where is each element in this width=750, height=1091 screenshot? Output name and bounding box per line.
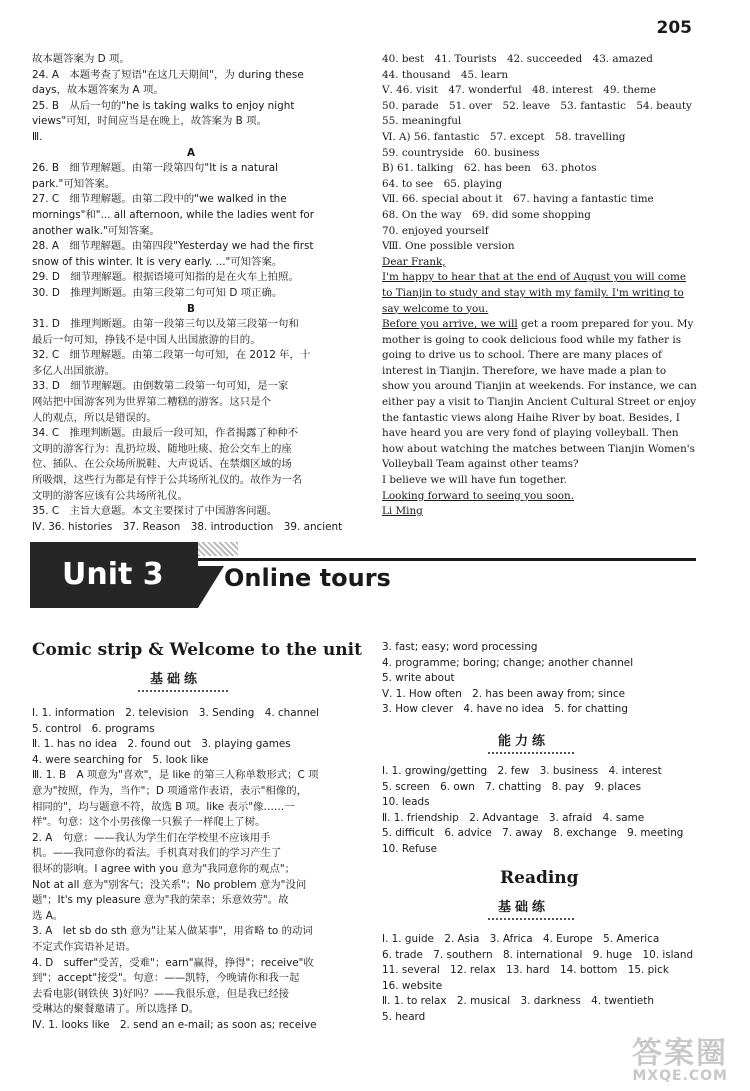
answer-line: 位、插队、在公众场所脱鞋、大声说话、在禁烟区域的场	[32, 458, 292, 471]
answer-line: 多亿人出国旅游。	[32, 364, 116, 377]
answer-line: 3. A let sb do sth 意为"让某人做某事"，用省略 to 的动词	[32, 925, 313, 938]
answer-line: 29. D 细节理解题。根据语境可知指的是在火车上拍照。	[32, 271, 299, 284]
letter-rest: get a room prepared for you. My	[517, 318, 694, 331]
answer-line: park."可知答案。	[32, 177, 116, 190]
answer-line: 44. thousand 45. learn	[382, 68, 509, 81]
answer-line: Ⅰ. 1. growing/getting 2. few 3. business 4. interest	[382, 765, 662, 777]
answer-line: 34. C 推理判断题。由最后一段可知，作者揭露了种种不	[32, 427, 299, 440]
answer-line: 30. D 推理判断题。由第三段第二句可知 D 项正确。	[32, 286, 283, 299]
letter-underlined-line: say welcome to you.	[382, 302, 489, 315]
answer-line: 受琳达的聚餐邀请了。所以选择 D。	[32, 1003, 200, 1016]
answer-line: snow of this winter. It is very early. ..."可知答案。	[32, 255, 283, 268]
letter-line: going to drive us to school. There are many places of	[382, 349, 662, 362]
dotted-rule	[488, 918, 574, 922]
answer-line: 28. A 细节理解题。由第四段"Yesterday we had the first	[32, 240, 314, 253]
answer-line: 16. website	[382, 979, 443, 992]
answer-line: 50. parade 51. over 52. leave 53. fantastic 54. beauty	[382, 99, 692, 112]
answer-line: 24. A 本题考查了短语"在这几天期间"，为 during these	[32, 68, 304, 81]
answer-line: 2. A 句意：——我认为学生们在学校里不应该用手	[32, 831, 271, 844]
answer-line: 64. to see 65. playing	[382, 177, 503, 190]
answer-line: 55. meaningful	[382, 115, 462, 128]
answer-line: Ⅴ. 46. visit 47. wonderful 48. interest 49. theme	[382, 84, 657, 97]
answer-line: B	[187, 302, 195, 315]
answer-line: 到"；accept"接受"。句意：——凯特，今晚请你和我一起	[32, 972, 300, 985]
section-sub-ability: 能力练	[498, 734, 550, 749]
answer-line: 机。——我同意你的看法。手机真对我们的学习产生了	[32, 847, 282, 860]
answers-bottom-right-a	[382, 640, 712, 718]
answer-line: B) 61. talking 62. has been 63. photos	[382, 162, 597, 175]
answer-line: 5. heard	[382, 1010, 426, 1023]
answer-line: 70. enjoyed yourself	[382, 224, 489, 237]
answer-line: 去看电影(钢铁侠 3)好吗？——我很乐意，但是我已经接	[32, 987, 290, 1000]
answer-line: 35. C 主旨大意题。本文主要探讨了中国游客问题。	[32, 505, 278, 518]
letter-line: the fantastic views along Haihe River by boat. Besides, I	[382, 411, 680, 424]
answer-line: Ⅰ. 1. information 2. television 3. Sending 4. channel	[32, 707, 320, 719]
page-number: 205	[656, 18, 692, 38]
answer-line: another walk."可知答案。	[32, 224, 160, 237]
answer-line: Ⅶ. 66. special about it 67. having a fantastic time	[382, 193, 654, 206]
answer-line: 故本题答案为 D 项。	[32, 53, 130, 65]
answer-line: 文明的游客行为：乱扔垃圾、随地吐痰、抢公交车上的座	[32, 442, 292, 455]
answer-line: 6. trade 7. southern 8. international 9. huge 10. island	[382, 948, 694, 961]
answer-line: 59. countryside 60. business	[382, 146, 540, 159]
letter-line: I believe we will have fun together.	[382, 474, 567, 487]
letter-line	[382, 317, 712, 333]
section-title-reading: Reading	[500, 868, 579, 888]
answer-line: 31. D 推理判断题。由第一段第三句以及第三段第一句和	[32, 318, 299, 331]
answer-line: 10. leads	[382, 796, 430, 809]
letter-underlined-line: to Tianjin to study and stay with my family. I'm writing to	[382, 286, 684, 299]
answer-line: 11. several 12. relax 13. hard 14. bottom 15. pick	[382, 964, 669, 977]
answer-line: 最后一句可知，挣钱不是中国人出国旅游的目的。	[32, 333, 261, 346]
answer-line: Ⅰ. 1. guide 2. Asia 3. Africa 4. Europe 5. America	[382, 933, 660, 945]
answer-line: Ⅲ.	[32, 130, 43, 143]
section-title-comic-strip: Comic strip & Welcome to the unit	[32, 640, 362, 660]
answers-top-right	[382, 52, 712, 520]
letter-line: have heard you are very fond of playing volleyball. Then	[382, 427, 679, 440]
letter-line: mother is going to cook delicious food while my father is	[382, 333, 682, 346]
answer-line: 所吸烟，这些行为都是有悖于公共场所礼仪的。故作为一名	[32, 474, 303, 487]
watermark-main: 答案圈	[632, 1036, 728, 1071]
answer-line: mornings"和"... all afternoon, while the ladies went for	[32, 208, 315, 221]
answer-line: 样"。句意：这个小男孩像一只猴子一样爬上了树。	[32, 816, 266, 829]
answer-line: 25. B 从后一句的"he is taking walks to enjoy night	[32, 99, 295, 112]
answer-line: 相同的"，均与题意不符，故选 B 项。like 表示"像……一	[32, 800, 295, 813]
answer-line: Ⅷ. One possible version	[382, 240, 515, 253]
answers-bottom-right-b	[382, 764, 712, 858]
answer-line: 不定式作宾语补足语。	[32, 940, 136, 953]
answer-line: Ⅵ. A) 56. fantastic 57. except 58. travelling	[382, 130, 626, 143]
letter-signature: Li Ming	[382, 505, 423, 518]
answer-line: 4. D suffer"受苦，受难"；earn"赢得，挣得"；receive"收	[32, 956, 314, 969]
answer-line: Ⅴ. 1. How often 2. has been away from; since	[382, 687, 625, 700]
answer-line: 人的观点，所以是错误的。	[32, 411, 157, 424]
unit-banner	[30, 542, 698, 612]
unit-label: Unit 3	[30, 542, 198, 608]
banner-wedge	[198, 566, 224, 608]
answer-line: 3. How clever 4. have no idea 5. for chatting	[382, 703, 628, 716]
answer-line: days，故本题答案为 A 项。	[32, 84, 164, 97]
answer-line: 32. C 细节理解题。由第二段第一句可知，在 2012 年，十	[32, 349, 311, 362]
answer-line: 5. difficult 6. advice 7. away 8. exchange 9. meeting	[382, 827, 684, 840]
answers-bottom-left	[32, 706, 350, 1033]
dotted-rule	[138, 690, 228, 694]
answer-line: Not at all 意为"别客气；没关系"；No problem 意为"没问	[32, 878, 307, 891]
answer-line: 5. screen 6. own 7. chatting 8. pay 9. places	[382, 780, 641, 793]
answer-line: 40. best 41. Tourists 42. succeeded 43. amazed	[382, 53, 653, 65]
answer-line: 5. write about	[382, 672, 455, 685]
answer-line: 题"；It's my pleasure 意为"我的荣幸；乐意效劳"。故	[32, 894, 289, 907]
answer-line: 5. control 6. programs	[32, 722, 155, 735]
answer-line: 33. D 细节理解题。由倒数第二段第一句可知，是一家	[32, 380, 289, 393]
answer-line: 4. were searching for 5. look like	[32, 753, 209, 766]
section-sub-basic: 基础练	[498, 900, 550, 915]
answer-line: Ⅲ. 1. B A 项意为"喜欢"，是 like 的第三人称单数形式；C 项	[32, 769, 319, 782]
answer-line: 选 A。	[32, 909, 64, 922]
answer-line: Ⅱ. 1. to relax 2. musical 3. darkness 4. twentieth	[382, 995, 654, 1008]
letter-line: interest in Tianjin. Therefore, we have made a plan to	[382, 364, 667, 377]
watermark-logo	[632, 1036, 728, 1084]
unit-title: Online tours	[224, 564, 391, 592]
answer-line: Ⅳ. 36. histories 37. Reason 38. introduction 39. ancient	[32, 520, 343, 533]
answers-top-left	[32, 52, 350, 535]
letter-underlined-line: I'm happy to hear that at the end of August you will come	[382, 271, 686, 284]
answer-line: 68. On the way 69. did some shopping	[382, 208, 591, 221]
answer-line: Ⅱ. 1. has no idea 2. found out 3. playing games	[32, 738, 291, 751]
answer-line: Ⅳ. 1. looks like 2. send an e-mail; as soon as; receive	[32, 1018, 317, 1031]
answer-line: 网站把中国游客列为世界第二糟糕的游客。这只是个	[32, 396, 271, 409]
answer-line: Ⅱ. 1. friendship 2. Advantage 3. afraid 4. same	[382, 811, 645, 824]
answer-line: views"可知，时间应当是在晚上，故答案为 B 项。	[32, 115, 267, 128]
banner-decoration	[198, 542, 238, 556]
watermark-url: MXQE.COM	[632, 1068, 728, 1084]
answer-line: 10. Refuse	[382, 842, 438, 855]
answer-line: 3. fast; easy; word processing	[382, 641, 538, 653]
letter-line: either pay a visit to Tianjin Ancient Cultural Street or enjoy	[382, 396, 697, 409]
letter-line: Volleyball Team against other teams?	[382, 458, 579, 471]
letter-underlined-part: Before you arrive, we will	[382, 318, 518, 331]
answer-line: 26. B 细节理解题。由第一段第四句"It is a natural	[32, 162, 279, 175]
letter-line: show you around Tianjin at weekends. For instance, we can	[382, 380, 697, 393]
answer-line: 27. C 细节理解题。由第二段中的"we walked in the	[32, 193, 287, 206]
answer-line: 意为"按照，作为，当作"；D 项通常作表语，表示"相像的，	[32, 784, 308, 797]
letter-closing: Looking forward to seeing you soon.	[382, 489, 575, 502]
letter-salutation: Dear Frank,	[382, 255, 446, 268]
answer-line: 文明的游客应该有公共场所礼仪。	[32, 489, 188, 502]
banner-rule	[198, 558, 696, 561]
dotted-rule	[488, 752, 574, 756]
answers-bottom-right-c	[382, 932, 712, 1026]
answer-line: 4. programme; boring; change; another channel	[382, 656, 634, 669]
letter-line: how about watching the matches between Tianjin Women's	[382, 442, 695, 455]
section-sub-basic: 基础练	[150, 672, 202, 687]
answer-line: 很坏的影响。I agree with you 意为"我同意你的观点"；	[32, 862, 296, 875]
answer-line: A	[186, 146, 196, 159]
